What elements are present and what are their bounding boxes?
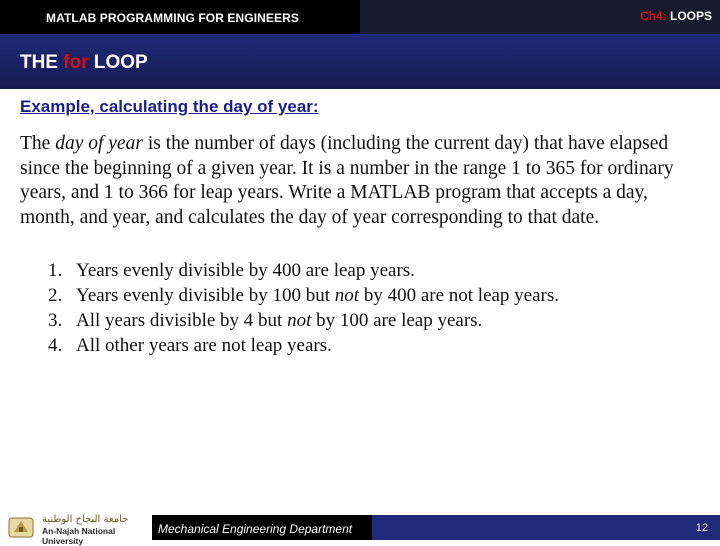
title-bar — [0, 34, 720, 89]
rule-number: 1. — [48, 260, 63, 281]
rule-text-pre: All years divisible by 4 but — [76, 310, 288, 331]
rule-number: 3. — [48, 310, 63, 331]
problem-statement — [20, 132, 680, 230]
rule-text-italic: not — [334, 285, 360, 306]
excerpt-part-1: The — [20, 133, 56, 154]
rule-text-italic: not — [287, 310, 312, 331]
rule-text: Years evenly divisible by 400 are leap years. — [76, 260, 415, 281]
rule-item — [48, 333, 559, 358]
university-emblem-icon — [8, 517, 34, 538]
slide-title — [20, 52, 148, 74]
slide-subtitle: Example, calculating the day of year: — [20, 97, 319, 116]
rule-text-post: by 400 are not leap years. — [359, 285, 560, 306]
title-keyword-for: for — [63, 52, 89, 73]
title-post: LOOP — [88, 52, 148, 73]
problem-paragraph — [20, 132, 680, 230]
university-name-english: An-Najah National University — [42, 526, 116, 546]
department-name: Mechanical Engineering Department — [158, 522, 353, 536]
course-title: MATLAB PROGRAMMING FOR ENGINEERS — [46, 11, 299, 25]
university-logo — [0, 514, 152, 546]
leap-year-rules — [48, 258, 559, 358]
rule-number: 4. — [48, 335, 63, 356]
rule-text: All other years are not leap years. — [76, 335, 332, 356]
rule-item — [48, 308, 559, 333]
chapter-name: LOOPS — [669, 9, 712, 23]
rule-item — [48, 283, 559, 308]
excerpt-term-day-of-year: day of year — [55, 133, 143, 154]
university-name-arabic: جامعة النجاح الوطنية — [42, 514, 129, 525]
rule-text-post: by 100 are leap years. — [311, 310, 483, 331]
page-number: 12 — [695, 522, 708, 534]
footer-bar — [372, 515, 720, 540]
rule-text-pre: Years evenly divisible by 100 but — [76, 285, 335, 306]
chapter-label — [640, 9, 712, 23]
chapter-number: Ch4: — [639, 9, 667, 23]
rule-item — [48, 258, 559, 283]
title-pre: THE — [20, 52, 64, 73]
rule-number: 2. — [48, 285, 63, 306]
excerpt-part-3: is the number of days (including the current day) that have elapsed since the beginning of a given year. It is a number in the range 1 to 365 for ordinary years, and 1 to 366 for leap years. Write a MATLAB program that accepts a day, month, and year, and calculates the day of year corresponding to that date. — [20, 133, 674, 228]
